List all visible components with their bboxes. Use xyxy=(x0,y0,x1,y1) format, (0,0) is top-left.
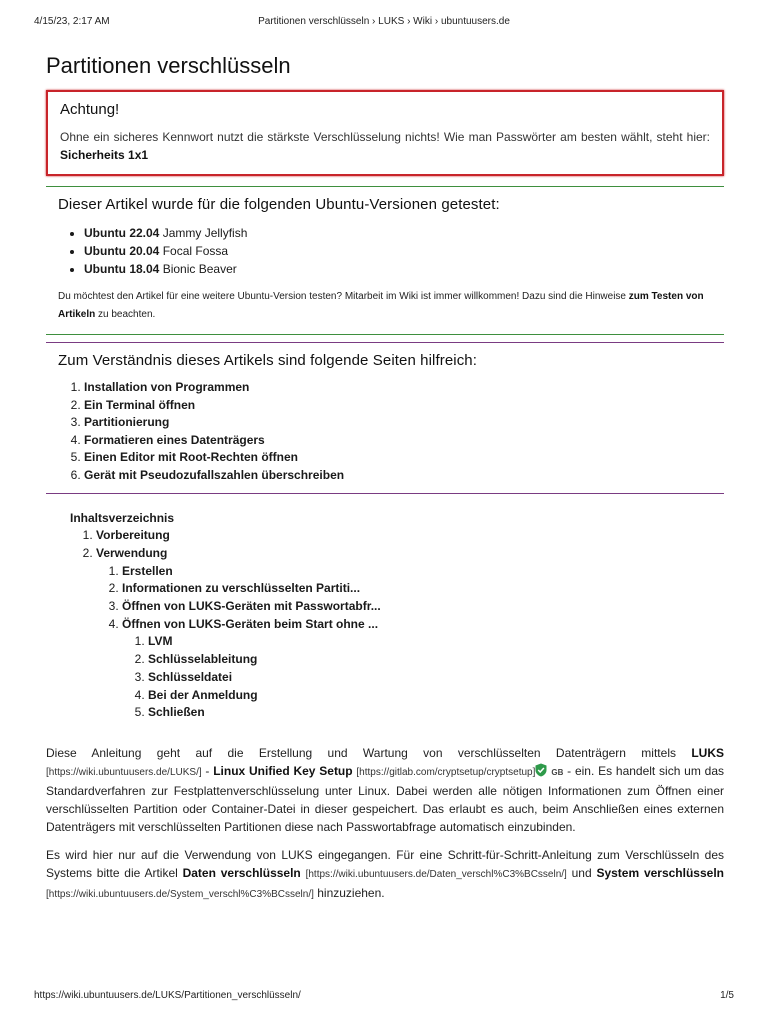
version-codename: Focal Fossa xyxy=(162,244,229,258)
toc-link-vorbereitung[interactable]: Vorbereitung xyxy=(96,528,170,543)
testing-link[interactable]: zum Testen von Artikeln xyxy=(58,291,704,320)
luks-url: [https://wiki.ubuntuusers.de/LUKS/] xyxy=(46,767,202,778)
helpful-pages-box xyxy=(46,342,724,494)
article xyxy=(46,50,724,904)
toc-item xyxy=(122,598,724,616)
helpful-link[interactable]: 6. Gerät mit Pseudozufallszahlen überschreiben xyxy=(84,467,712,485)
toc-link[interactable]: Schließen xyxy=(148,705,205,720)
toc-item xyxy=(122,580,724,598)
toc-item xyxy=(96,545,724,722)
helpful-link[interactable]: 3. Partitionierung xyxy=(84,414,712,432)
print-footer xyxy=(34,990,734,1004)
warning-title: Achtung! xyxy=(60,101,120,118)
version-codename: Jammy Jellyfish xyxy=(162,226,248,240)
warning-text xyxy=(60,128,710,164)
daten-url: [https://wiki.ubuntuusers.de/Daten_verschl%C3%BCsseln/] xyxy=(305,869,567,880)
helpful-link[interactable]: 1. Installation von Programmen xyxy=(84,379,712,397)
toc-list xyxy=(70,527,724,722)
version-codename: Bionic Beaver xyxy=(162,262,237,276)
toc-item xyxy=(148,704,724,722)
scope-text: hinzuziehen. xyxy=(313,886,385,900)
version-number[interactable]: Ubuntu 20.04 xyxy=(84,244,160,258)
intro-paragraph xyxy=(46,744,724,836)
helpful-title: Zum Verständnis dieses Artikels sind folgende Seiten hilfreich: xyxy=(58,352,478,369)
toc-item xyxy=(148,669,724,687)
toc-link[interactable]: Erstellen xyxy=(122,563,173,578)
toc-item xyxy=(96,527,724,545)
page-title: Partitionen verschlüsseln xyxy=(46,53,291,78)
security-link[interactable]: Sicherheits 1x1 xyxy=(60,148,149,162)
toc-link[interactable]: Schlüsselableitung xyxy=(148,652,258,667)
print-url: https://wiki.ubuntuusers.de/LUKS/Partitionen_verschlüsseln/ xyxy=(34,990,301,1001)
intro-text: - xyxy=(201,764,214,778)
version-list xyxy=(58,224,712,278)
toc-sublist xyxy=(96,563,724,722)
toc-link[interactable]: Öffnen von LUKS-Geräten mit Passwortabfr... xyxy=(122,599,381,614)
toc-item xyxy=(148,687,724,705)
scope-paragraph xyxy=(46,846,724,904)
table-of-contents xyxy=(46,510,724,722)
toc-link[interactable]: Bei der Anmeldung xyxy=(148,687,258,702)
print-header xyxy=(34,16,734,30)
toc-subsublist xyxy=(122,633,724,722)
intro-text: - ein. Es handelt sich um das Standardverfahren zur Festplattenverschlüsselung unter Linux. Dabei werden alle nötigen Informationen zum Öffnen einer verschlüsselten Partition oder Container-Datei in dieser gespeichert. Das erlaubt es auch, beim Anschließen eines externen Datenträgers mit verschlüsselten Partitionen diese nach Passwortabfrage automatisch einzubinden. xyxy=(46,764,724,834)
scope-text: Es wird hier nur auf die Verwendung von LUKS eingegangen. Für eine Schritt-für-Schritt-Anleitung zum Verschlüsseln des Systems bitte die Artikel xyxy=(46,848,724,880)
system-verschluesseln-link[interactable]: System verschlüsseln xyxy=(596,866,724,880)
version-item xyxy=(84,224,712,242)
toc-link[interactable]: Schlüsseldatei xyxy=(148,669,233,684)
warning-body: Ohne ein sicheres Kennwort nutzt die stärkste Verschlüsselung nichts! Wie man Passwörter am besten wählt, steht hier: xyxy=(60,130,710,144)
helpful-list xyxy=(58,379,712,485)
toc-title: Inhaltsverzeichnis xyxy=(70,510,175,525)
print-page-number: 1/5 xyxy=(720,990,734,1001)
toc-link-verwendung[interactable]: Verwendung xyxy=(96,545,168,560)
version-item xyxy=(84,242,712,260)
toc-item xyxy=(122,563,724,581)
shield-icon xyxy=(535,763,547,777)
warning-box xyxy=(46,90,724,176)
toc-item xyxy=(148,633,724,651)
testing-note xyxy=(58,288,712,324)
testing-note-text: Du möchtest den Artikel für eine weitere Ubuntu-Version testen? Mitarbeit im Wiki ist immer willkommen! Dazu sind die Hinweise xyxy=(58,291,629,302)
print-datetime: 4/15/23, 2:17 AM xyxy=(34,16,110,27)
toc-link[interactable]: Informationen zu verschlüsselten Partiti... xyxy=(122,581,361,596)
helpful-link[interactable]: 2. Ein Terminal öffnen xyxy=(84,397,712,415)
toc-link[interactable]: LVM xyxy=(148,634,173,649)
version-number[interactable]: Ubuntu 18.04 xyxy=(84,262,160,276)
language-badge: GB xyxy=(551,768,564,777)
scope-text: und xyxy=(566,866,597,880)
tested-title: Dieser Artikel wurde für die folgenden Ubuntu-Versionen getestet: xyxy=(58,196,500,213)
luks-link[interactable]: LUKS xyxy=(691,746,724,760)
system-url: [https://wiki.ubuntuusers.de/System_verschl%C3%BCsseln/] xyxy=(46,889,314,900)
intro-text: Diese Anleitung geht auf die Erstellung und Wartung von verschlüsselten Datenträgern mittels xyxy=(46,746,692,760)
luks-setup-link[interactable]: Linux Unified Key Setup xyxy=(213,764,353,778)
tested-versions-box xyxy=(46,186,724,335)
toc-item xyxy=(148,651,724,669)
version-number[interactable]: Ubuntu 22.04 xyxy=(84,226,160,240)
toc-link[interactable]: Öffnen von LUKS-Geräten beim Start ohne ... xyxy=(122,616,379,631)
testing-note-end: zu beachten. xyxy=(95,309,156,320)
print-page-title: Partitionen verschlüsseln › LUKS › Wiki › ubuntuusers.de xyxy=(258,16,510,27)
helpful-link[interactable]: 5. Einen Editor mit Root-Rechten öffnen xyxy=(84,449,712,467)
helpful-link[interactable]: 4. Formatieren eines Datenträgers xyxy=(84,432,712,450)
version-item xyxy=(84,260,712,278)
cryptsetup-url: [https://gitlab.com/cryptsetup/cryptsetup] xyxy=(356,767,536,778)
toc-item xyxy=(122,616,724,722)
daten-verschluesseln-link[interactable]: Daten verschlüsseln xyxy=(182,866,301,880)
